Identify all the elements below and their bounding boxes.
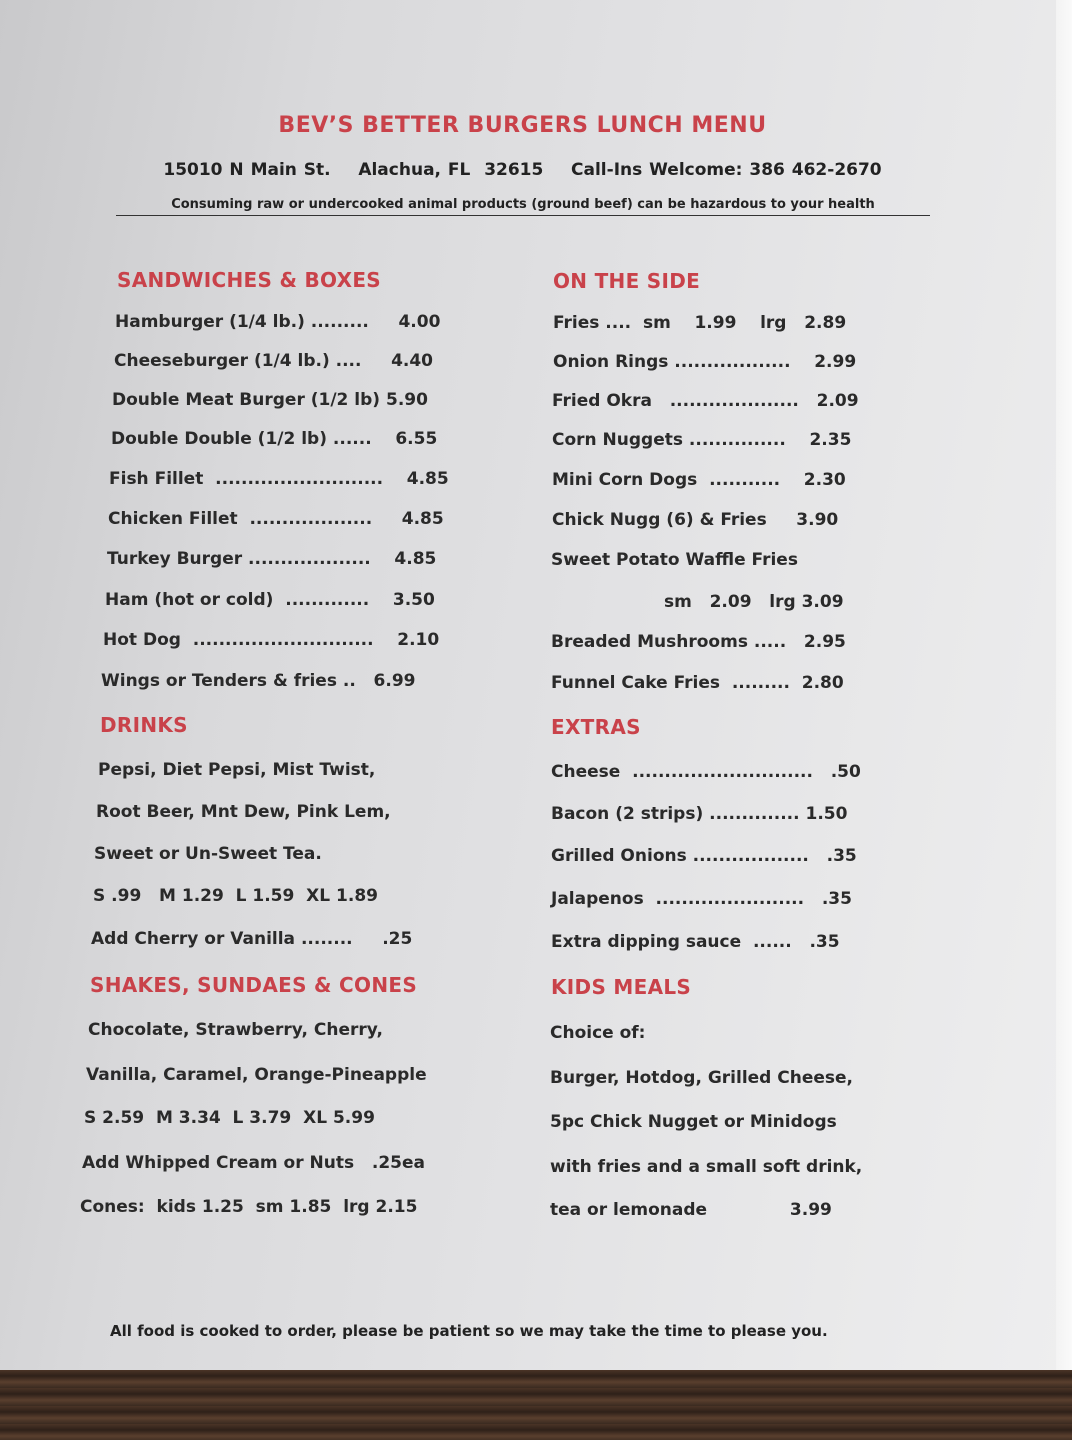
drinks-line: Pepsi, Diet Pepsi, Mist Twist,	[98, 760, 376, 780]
menu-item: Double Meat Burger (1/2 lb) 5.90	[112, 390, 428, 410]
menu-item: Double Double (1/2 lb) ...... 6.55	[111, 429, 438, 449]
table-surface	[0, 1370, 1072, 1440]
kids-heading: KIDS MEALS	[551, 975, 692, 999]
kids-line: Burger, Hotdog, Grilled Cheese,	[550, 1068, 854, 1088]
shakes-line: Add Whipped Cream or Nuts .25ea	[82, 1153, 425, 1173]
shakes-line: Cones: kids 1.25 sm 1.85 lrg 2.15	[80, 1197, 418, 1217]
paper-edge	[1056, 0, 1072, 1390]
footer-note: All food is cooked to order, please be patient so we may take the time to please you.	[110, 1322, 828, 1340]
extra-item: Jalapenos ....................... .35	[551, 889, 852, 909]
side-item: Onion Rings .................. 2.99	[553, 352, 857, 372]
drinks-line: S .99 M 1.29 L 1.59 XL 1.89	[93, 886, 378, 906]
side-item: Sweet Potato Waffle Fries	[551, 550, 798, 570]
side-item: Chick Nugg (6) & Fries 3.90	[552, 510, 839, 530]
sides-heading: ON THE SIDE	[553, 269, 701, 293]
shakes-line: S 2.59 M 3.34 L 3.79 XL 5.99	[84, 1108, 375, 1128]
menu-item: Turkey Burger ................... 4.85	[107, 549, 437, 569]
drinks-heading: DRINKS	[100, 713, 188, 737]
address-line	[0, 160, 1045, 180]
extra-item: Cheese ............................ .50	[551, 762, 861, 782]
extras-heading: EXTRAS	[551, 715, 641, 739]
shakes-heading: SHAKES, SUNDAES & CONES	[90, 973, 418, 997]
kids-line: Choice of:	[550, 1023, 646, 1043]
drinks-line: Root Beer, Mnt Dew, Pink Lem,	[96, 802, 391, 822]
menu-item: Hamburger (1/4 lb.) ......... 4.00	[115, 312, 441, 332]
shakes-line: Chocolate, Strawberry, Cherry,	[88, 1020, 383, 1040]
health-warning: Consuming raw or undercooked animal products (ground beef) can be hazardous to your health	[116, 197, 930, 216]
menu-title: BEV’S BETTER BURGERS LUNCH MENU	[278, 113, 767, 138]
side-item: Fried Okra .................... 2.09	[552, 391, 859, 411]
extra-item: Bacon (2 strips) .............. 1.50	[551, 804, 848, 824]
city-state-zip: Alachua, FL 32615	[358, 160, 544, 180]
side-item: Fries .... sm 1.99 lrg 2.89	[553, 313, 847, 333]
menu-item: Ham (hot or cold) ............. 3.50	[105, 590, 435, 610]
side-item: Funnel Cake Fries ......... 2.80	[551, 673, 844, 693]
sandwiches-heading: SANDWICHES & BOXES	[117, 268, 381, 292]
menu-item: Cheeseburger (1/4 lb.) .... 4.40	[114, 351, 434, 371]
call-ins-phone: Call-Ins Welcome: 386 462-2670	[571, 160, 882, 180]
menu-item: Wings or Tenders & fries .. 6.99	[101, 671, 416, 691]
extra-item: Extra dipping sauce ...... .35	[551, 932, 840, 952]
menu-item: Fish Fillet .......................... 4.85	[109, 469, 449, 489]
drinks-line: Sweet or Un-Sweet Tea.	[94, 844, 322, 864]
kids-line: with fries and a small soft drink,	[550, 1157, 863, 1177]
kids-line: tea or lemonade 3.99	[550, 1200, 832, 1220]
menu-item: Hot Dog ............................ 2.10	[103, 630, 440, 650]
menu-item: Chicken Fillet ................... 4.85	[108, 509, 444, 529]
side-item: Mini Corn Dogs ........... 2.30	[552, 470, 846, 490]
kids-line: 5pc Chick Nugget or Minidogs	[550, 1112, 837, 1132]
side-item: Breaded Mushrooms ..... 2.95	[551, 632, 846, 652]
shakes-line: Vanilla, Caramel, Orange-Pineapple	[86, 1065, 427, 1085]
street-address: 15010 N Main St.	[163, 160, 331, 180]
side-item: sm 2.09 lrg 3.09	[664, 592, 844, 612]
drinks-line: Add Cherry or Vanilla ........ .25	[91, 929, 413, 949]
side-item: Corn Nuggets ............... 2.35	[552, 430, 852, 450]
extra-item: Grilled Onions .................. .35	[551, 846, 857, 866]
